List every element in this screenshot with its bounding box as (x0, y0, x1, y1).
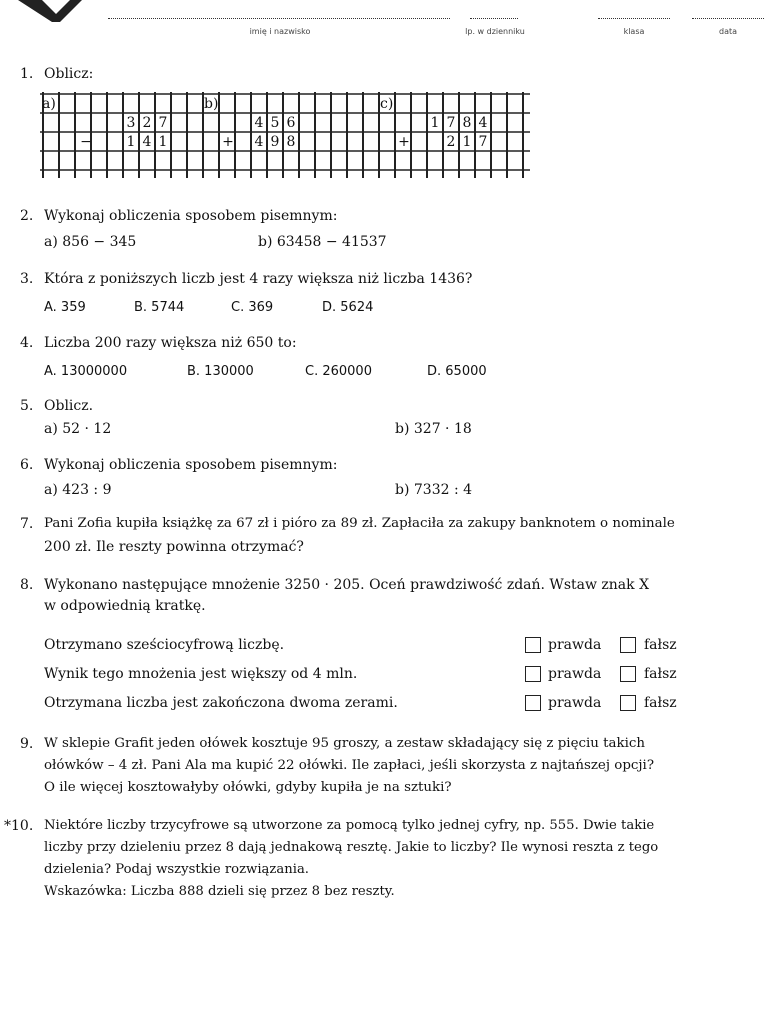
date-label: data (718, 27, 738, 36)
digit: 8 (462, 115, 472, 131)
task-5-a: a) 52 · 12 (44, 421, 112, 437)
task-6-b: b) 7332 : 4 (395, 482, 473, 498)
false-checkbox-3[interactable] (620, 695, 636, 711)
false-label: fałsz (644, 637, 677, 653)
task-8-line-2: w odpowiednią kratkę. (44, 598, 206, 614)
task-text: Wykonaj obliczenia sposobem pisemnym: (44, 208, 338, 224)
digit: 1 (126, 134, 136, 150)
digit: 4 (254, 134, 264, 150)
task-text: Która z poniższych liczb jest 4 razy większa niż liczba 1436? (44, 271, 473, 287)
digit: 2 (142, 115, 152, 131)
task-text: Liczba 200 razy większa niż 650 to: (44, 335, 297, 351)
task-number: 2. (20, 208, 34, 224)
digit: 9 (270, 134, 280, 150)
digit: 3 (126, 115, 136, 131)
calculation-grid[interactable] (40, 92, 530, 182)
task-number: 5. (20, 398, 34, 414)
task-number: 6. (20, 457, 34, 473)
digit: 7 (158, 115, 168, 131)
task-text: Niektóre liczby trzycyfrowe są utworzone za pomocą tylko jednej cyfry, np. 555. Dwie takie (44, 818, 655, 833)
date-line[interactable] (692, 18, 764, 19)
true-checkbox-2[interactable] (525, 666, 541, 682)
digit: 6 (286, 115, 296, 131)
task-9-line-3: O ile więcej kosztowałyby ołówki, gdyby kupiła je na sztuki? (44, 780, 452, 795)
digit: 1 (430, 115, 440, 131)
task-7-line-2: 200 zł. Ile reszty powinna otrzymać? (44, 539, 304, 555)
task-number: *10. (4, 818, 34, 834)
false-label: fałsz (644, 695, 677, 711)
statement-2: Wynik tego mnożenia jest większy od 4 mln. (44, 666, 358, 682)
task-number: 7. (20, 516, 34, 532)
digit: 4 (254, 115, 264, 131)
task-text: Pani Zofia kupiła książkę za 67 zł i pióro za 89 zł. Zapłaciła za zakupy banknotem o nominale (44, 516, 675, 531)
true-checkbox-3[interactable] (525, 695, 541, 711)
false-label: fałsz (644, 666, 677, 682)
grid-label-a: a) (42, 96, 56, 112)
task-2-b: b) 63458 − 41537 (258, 234, 387, 250)
option-c[interactable]: C. 260000 (305, 364, 372, 379)
option-b[interactable]: B. 5744 (134, 300, 185, 315)
grid-label-b: b) (204, 96, 219, 112)
task-6-a: a) 423 : 9 (44, 482, 112, 498)
true-label: prawda (548, 637, 602, 653)
class-line[interactable] (598, 18, 670, 19)
task-text: W sklepie Grafit jeden ołówek kosztuje 95 groszy, a zestaw składający się z pięciu takich (44, 736, 646, 751)
digit: 7 (446, 115, 456, 131)
statement-1: Otrzymano sześciocyfrową liczbę. (44, 637, 285, 653)
false-checkbox-1[interactable] (620, 637, 636, 653)
digit: 1 (462, 134, 472, 150)
task-9-line-2: ołówków – 4 zł. Pani Ala ma kupić 22 ołówki. Ile zapłaci, jeśli skorzysta z najtańszej opcji? (44, 758, 655, 773)
task-number: 4. (20, 335, 34, 351)
task-5-b: b) 327 · 18 (395, 421, 472, 437)
digit: 7 (478, 134, 488, 150)
class-label: klasa (623, 27, 645, 36)
option-d[interactable]: D. 5624 (322, 300, 374, 315)
option-a[interactable]: A. 359 (44, 300, 86, 315)
operator-plus: + (398, 134, 410, 150)
digit: 5 (270, 115, 280, 131)
digit: 2 (446, 134, 456, 150)
true-checkbox-1[interactable] (525, 637, 541, 653)
task-number: 3. (20, 271, 34, 287)
task-10-line-3: dzielenia? Podaj wszystkie rozwiązania. (44, 862, 309, 877)
task-text: Wykonano następujące mnożenie 3250 · 205. Oceń prawdziwość zdań. Wstaw znak X (44, 577, 650, 593)
digit: 8 (286, 134, 296, 150)
operator-minus: − (80, 134, 92, 150)
statement-3: Otrzymana liczba jest zakończona dwoma zerami. (44, 695, 398, 711)
task-10-line-2: liczby przy dzieleniu przez 8 dają jednakową resztę. Jakie to liczby? Ile wynosi reszta z tego (44, 840, 659, 855)
task-10-hint: Wskazówka: Liczba 888 dzieli się przez 8 bez reszty. (44, 884, 395, 899)
task-number: 1. (20, 66, 34, 82)
operator-plus: + (222, 134, 234, 150)
task-2-a: a) 856 − 345 (44, 234, 137, 250)
name-label: imię i nazwisko (249, 27, 311, 36)
number-line[interactable] (470, 18, 518, 19)
digit: 1 (158, 134, 168, 150)
task-text: Oblicz: (44, 66, 94, 82)
task-text: Oblicz. (44, 398, 94, 414)
option-c[interactable]: C. 369 (231, 300, 274, 315)
false-checkbox-2[interactable] (620, 666, 636, 682)
grid-label-c: c) (380, 96, 394, 112)
digit: 4 (478, 115, 488, 131)
task-text: Wykonaj obliczenia sposobem pisemnym: (44, 457, 338, 473)
task-number: 8. (20, 577, 34, 593)
name-line[interactable] (108, 18, 450, 19)
number-label: lp. w dzienniku (465, 27, 525, 36)
option-b[interactable]: B. 130000 (187, 364, 254, 379)
publisher-logo (0, 0, 90, 26)
true-label: prawda (548, 695, 602, 711)
option-a[interactable]: A. 13000000 (44, 364, 128, 379)
true-label: prawda (548, 666, 602, 682)
option-d[interactable]: D. 65000 (427, 364, 487, 379)
task-number: 9. (20, 736, 34, 752)
digit: 4 (142, 134, 152, 150)
